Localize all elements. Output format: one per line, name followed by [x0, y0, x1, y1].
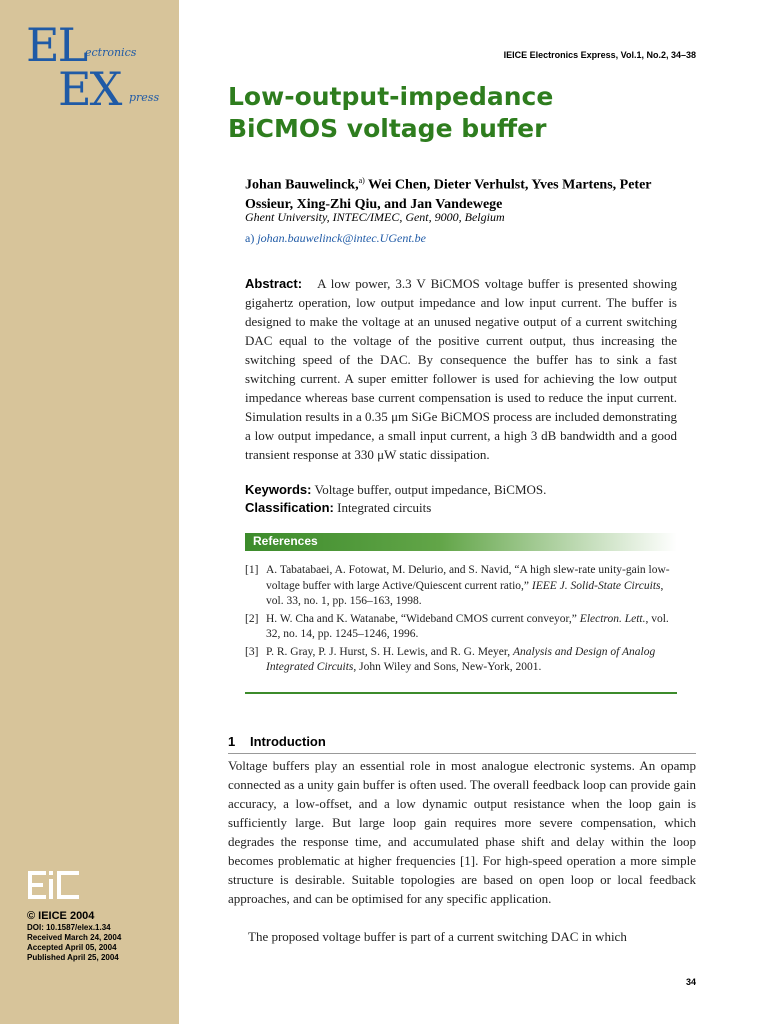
author-list [245, 171, 685, 214]
title-line-1: Low-output-impedance [228, 82, 554, 111]
section-number: 1 [228, 734, 236, 749]
author-footnote-mark: a) [358, 176, 365, 185]
logo-ex: EX [58, 62, 121, 116]
reference-venue: IEEE J. Solid-State Circuits [531, 579, 661, 592]
classification-text: Integrated circuits [337, 500, 432, 515]
abstract [245, 274, 677, 464]
publication-meta [27, 923, 121, 963]
author-first: Johan Bauwelinck, [245, 177, 359, 193]
author-rest: Wei Chen, Dieter Verhulst, Yves Martens, Peter Ossieur, Xing-Zhi Qiu, and Jan Vandewege [245, 177, 652, 212]
classification [245, 500, 431, 516]
paper-title [228, 81, 708, 145]
abstract-label: Abstract: [245, 276, 303, 291]
reference-details: , John Wiley and Sons, New-York, 2001. [353, 661, 542, 673]
title-line-2: BiCMOS voltage buffer [228, 114, 547, 143]
reference-number: [1] [245, 564, 259, 576]
reference-text: H. W. Cha and K. Watanabe, “Wideband CMOS current conveyor,” [266, 612, 580, 625]
reference-text: A. Tabatabaei, A. Fotowat, M. Delurio, and S. Navid, “A high slew-rate unity-gain low-voltage buffer with large Active/Quiescent current ratio,” [266, 564, 670, 592]
email-link[interactable]: johan.bauwelinck@intec.UGent.be [257, 231, 426, 245]
reference-details: , vol. 32, no. 14, pp. 1245–1246, 1996. [266, 612, 669, 640]
reference-number: [2] [245, 612, 259, 625]
reference-venue: Electron. Lett. [579, 612, 646, 625]
section-divider [228, 753, 696, 754]
reference-item [245, 563, 677, 610]
logo-ex-sub: press [129, 91, 160, 104]
reference-item [245, 645, 677, 676]
keywords-text: Voltage buffer, output impedance, BiCMOS. [314, 482, 547, 497]
section-heading [228, 734, 326, 749]
abstract-text: A low power, 3.3 V BiCMOS voltage buffer is presented showing gigahertz operation, low output impedance and low input current. The buffer is designed to make the voltage at an unused negative output of a current switching DAC equal to the voltage of the positive current output, thus increasing the switching speed of the DAC. By consequence the buffer has to sink a fast switching current. A super emitter follower is used for achieving the low output impedance whereas base current compensation is used to reduce the input current. Simulation results in a 0.35 μm SiGe BiCMOS process are included demonstrating a low output impedance, a small input current, a high 3 dB bandwidth and a good transient response at 330 μW static dissipation. [245, 276, 678, 462]
logo-el-sub: ectronics [85, 46, 137, 59]
logo-el: EL [26, 18, 87, 72]
contact-email [245, 231, 426, 246]
reference-number: [3] [245, 645, 259, 658]
reference-venue: Analysis and Design of Analog Integrated Circuits [266, 645, 656, 673]
accepted-date: Accepted April 05, 2004 [27, 943, 117, 952]
classification-label: Classification: [245, 500, 334, 515]
keywords-label: Keywords: [245, 482, 312, 497]
reference-text: P. R. Gray, P. J. Hurst, S. H. Lewis, and R. G. Meyer, [266, 645, 513, 658]
eic-logo-icon [27, 868, 83, 907]
received-date: Received March 24, 2004 [27, 933, 122, 942]
journal-citation: IEICE Electronics Express, Vol.1, No.2, 34–38 [503, 50, 696, 60]
page-number: 34 [685, 977, 696, 987]
reference-list [245, 563, 677, 678]
section-title: Introduction [250, 734, 326, 749]
references-divider [245, 692, 677, 694]
published-date: Published April 25, 2004 [27, 953, 119, 962]
references-heading-bar [245, 533, 677, 551]
reference-item [245, 612, 677, 643]
keywords [245, 482, 546, 498]
intro-paragraph-1: Voltage buffers play an essential role in most analogue electronic systems. An opamp connected as a unity gain buffer is often used. The overall feedback loop can provide gain accuracy, a low-offset, and a low dynamic output resistance when the loop gain is sufficiently large. But large loop gain requires more severe compensation, which degrades the response time, and accumulated phase shift and delay within the loop becomes problematic at higher frequencies [1]. For high-speed operation a more simple structure is desirable. Suitable topologies are based on open loop or local feedback approaches, and can be optimised for any specific application. [228, 758, 696, 906]
reference-details: , vol. 33, no. 1, pp. 156–163, 1998. [266, 579, 664, 607]
copyright: © IEICE 2004 [27, 910, 95, 922]
references-heading: References [253, 534, 318, 548]
intro-paragraph-2: The proposed voltage buffer is part of a current switching DAC in which [248, 929, 627, 944]
doi: DOI: 10.1587/elex.1.34 [27, 923, 111, 932]
affiliation: Ghent University, INTEC/IMEC, Gent, 9000, Belgium [245, 210, 505, 224]
email-marker: a) [245, 231, 258, 245]
